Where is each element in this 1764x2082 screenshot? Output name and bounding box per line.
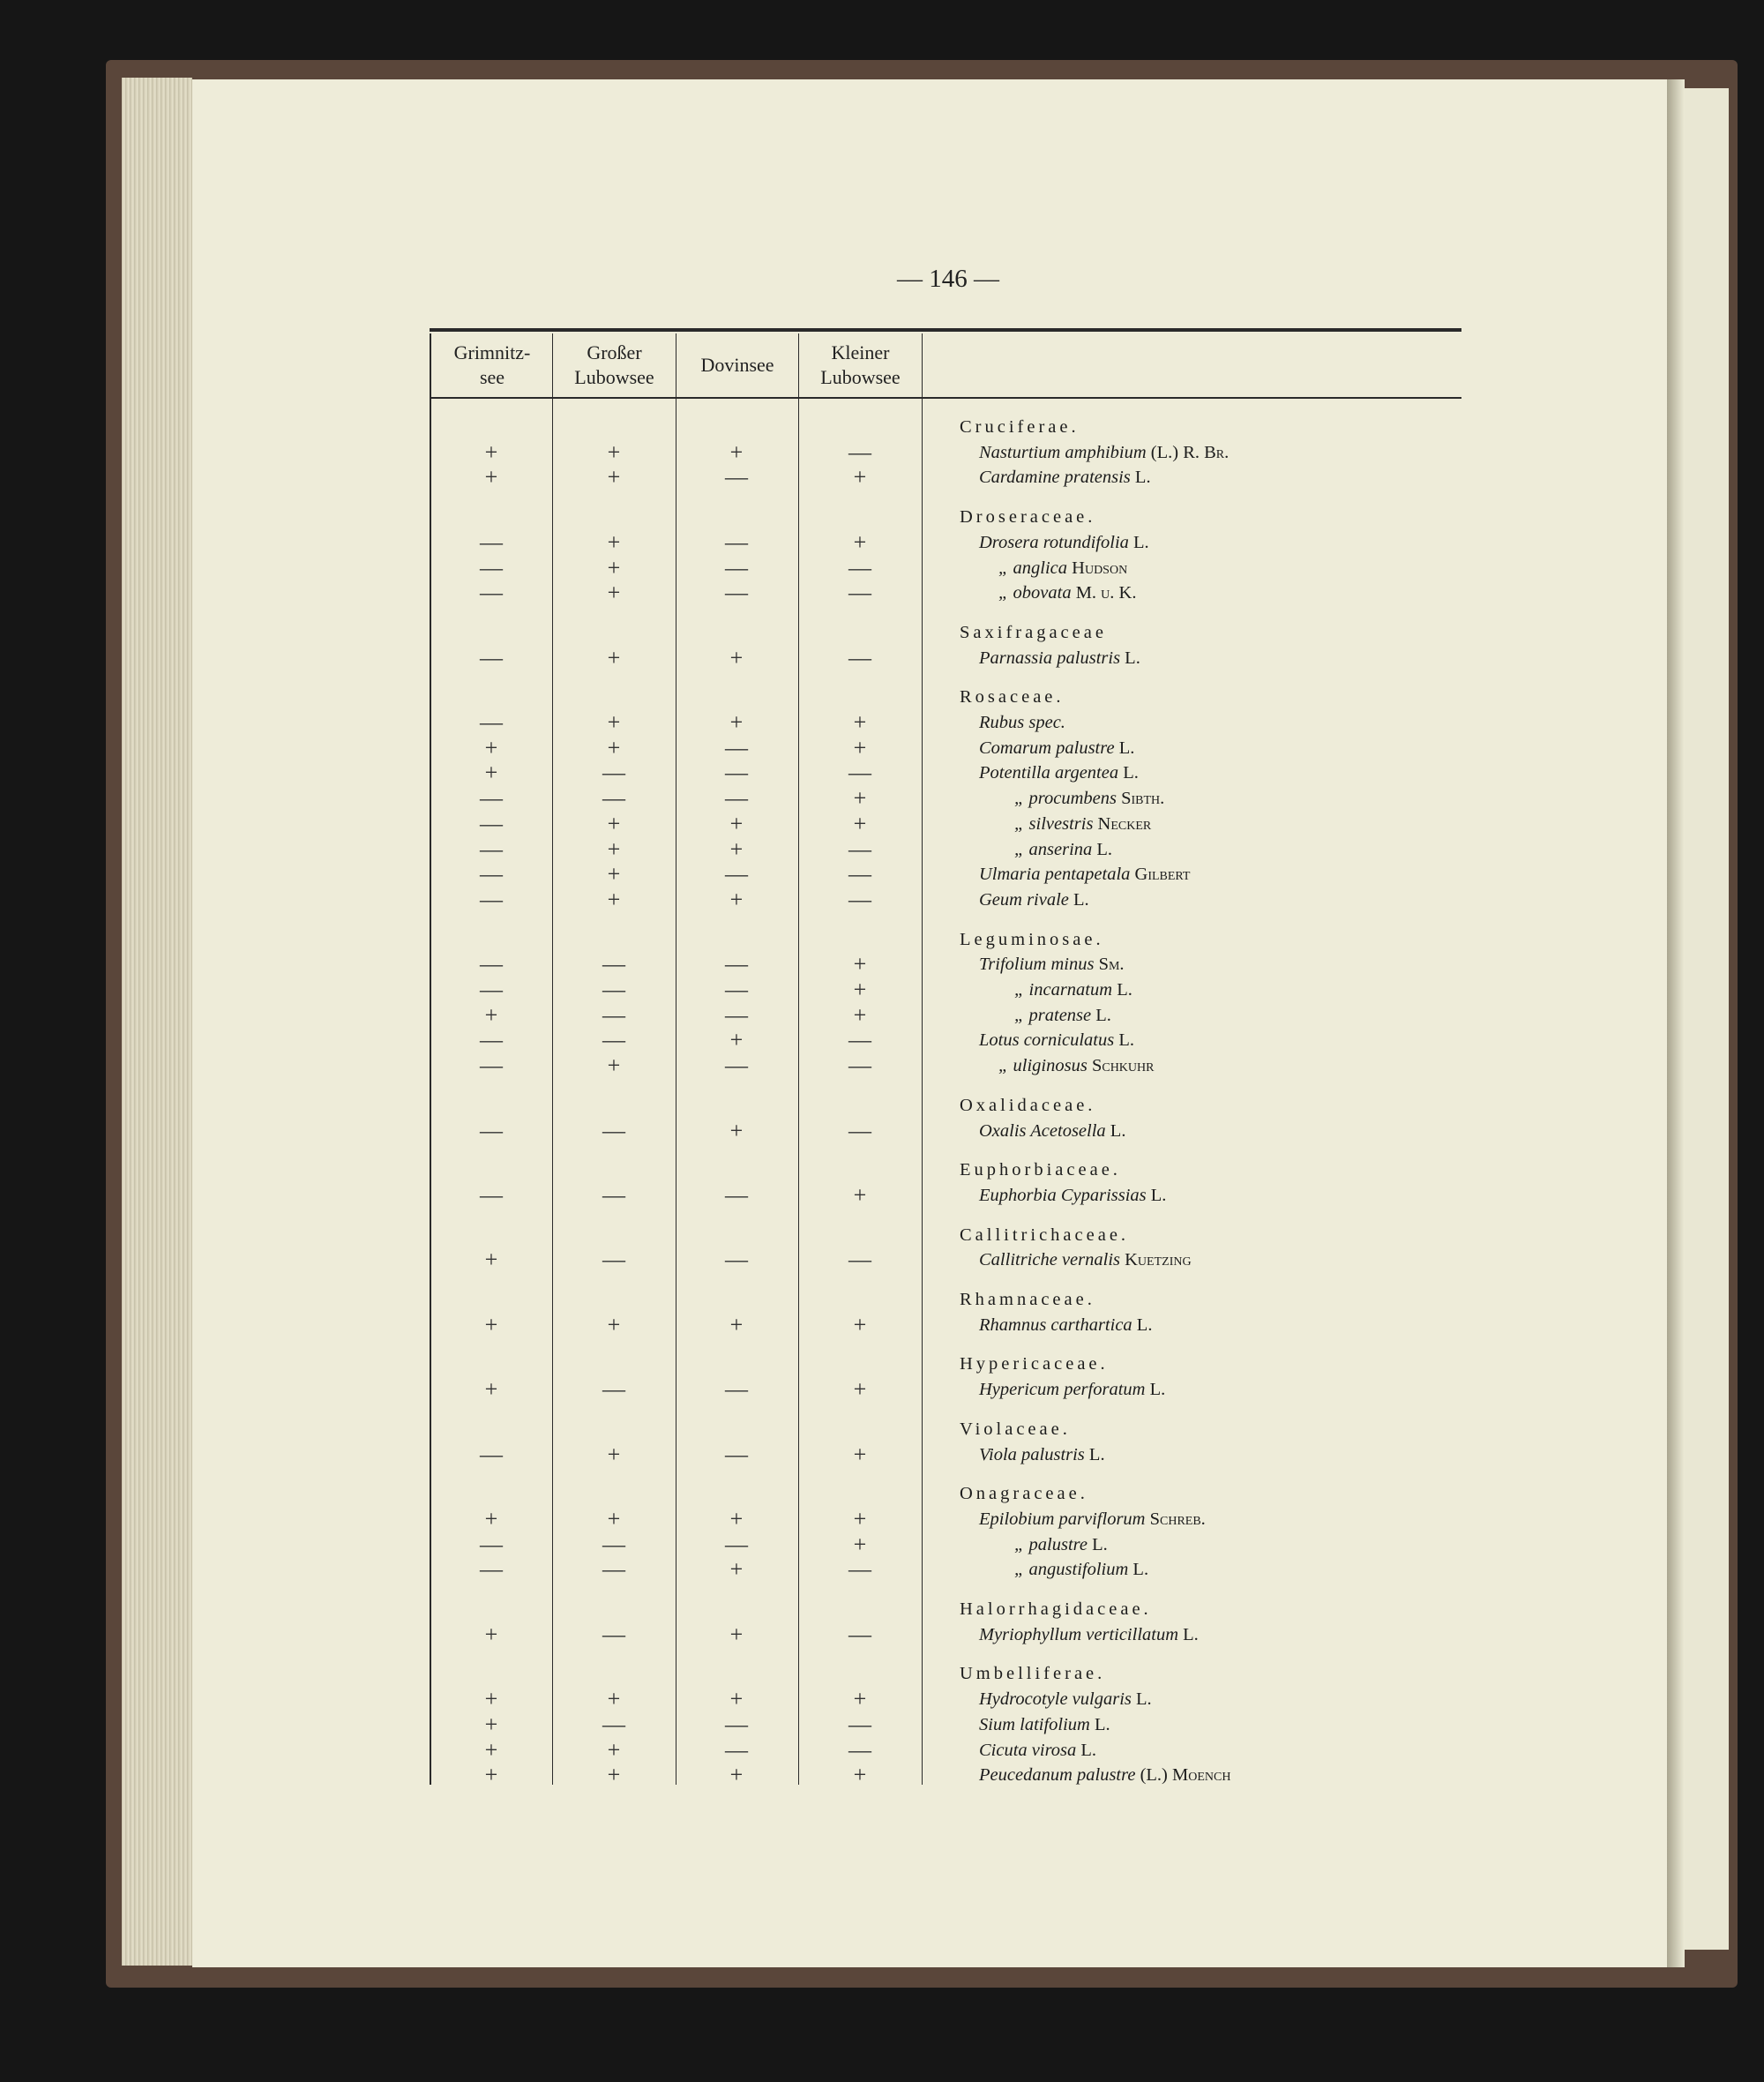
presence-mark: + — [853, 1181, 867, 1208]
species-name: Cardamine pratensis — [979, 468, 1131, 488]
presence-mark: + — [729, 835, 744, 862]
absence-mark: — — [480, 528, 503, 555]
column-header-grimnitzsee — [432, 341, 552, 390]
presence-mark: + — [729, 1621, 744, 1647]
species-entry — [979, 1247, 1192, 1272]
species-author: L. — [1117, 980, 1132, 1000]
column-divider-4 — [922, 333, 923, 1785]
species-entry — [979, 1687, 1152, 1711]
absence-mark: — — [725, 580, 748, 606]
species-name: Hydrocotyle vulgaris — [979, 1689, 1132, 1710]
presence-mark: + — [853, 528, 867, 555]
absence-mark: — — [725, 1247, 748, 1273]
family-heading: Cruciferae. — [960, 417, 1080, 437]
species-name: Sium latifolium — [979, 1714, 1090, 1734]
species-name: Cicuta virosa — [979, 1740, 1077, 1760]
family-heading: Oxalidaceae. — [960, 1095, 1096, 1115]
absence-mark: — — [725, 785, 748, 812]
absence-mark: — — [602, 1556, 625, 1583]
presence-mark: + — [853, 1762, 867, 1788]
species-name: Parnassia palustris — [979, 648, 1121, 668]
family-heading: Rosaceae. — [960, 687, 1065, 708]
absence-mark: — — [602, 1711, 625, 1737]
absence-mark: — — [602, 1247, 625, 1273]
presence-mark: + — [607, 810, 621, 836]
species-entry — [998, 1053, 1154, 1078]
species-author: L. — [1136, 1689, 1152, 1710]
absence-mark: — — [848, 1711, 871, 1737]
species-entry — [979, 1183, 1166, 1208]
absence-mark: — — [848, 1117, 871, 1143]
species-author: L. — [1118, 738, 1135, 758]
species-name: „ anglica — [998, 558, 1068, 578]
species-author: L. — [1132, 1560, 1149, 1580]
presence-mark: + — [853, 1376, 867, 1403]
absence-mark: — — [848, 1247, 871, 1273]
presence-mark: + — [484, 1001, 498, 1028]
absence-mark: — — [602, 951, 625, 977]
absence-mark: — — [725, 977, 748, 1002]
absence-mark: — — [480, 1117, 503, 1143]
family-heading: Euphorbiaceae. — [960, 1160, 1121, 1180]
family-heading: Halorrhagidaceae. — [960, 1599, 1152, 1619]
presence-mark: + — [853, 951, 867, 977]
family-heading: Umbelliferae. — [960, 1664, 1106, 1684]
presence-mark: + — [484, 1311, 498, 1337]
absence-mark: — — [725, 734, 748, 760]
species-entry — [1014, 812, 1151, 836]
absence-mark: — — [480, 554, 503, 580]
absence-mark: — — [725, 528, 748, 555]
species-entry — [998, 556, 1127, 580]
presence-mark: + — [607, 580, 621, 606]
species-entry — [979, 1507, 1206, 1532]
species-name: „ palustre — [1014, 1534, 1088, 1554]
absence-mark: — — [725, 1711, 748, 1737]
absence-mark: — — [602, 760, 625, 786]
species-entry — [979, 1119, 1125, 1143]
species-name: Comarum palustre — [979, 738, 1115, 758]
absence-mark: — — [602, 1621, 625, 1647]
presence-mark: + — [853, 1505, 867, 1532]
species-name: Oxalis Acetosella — [979, 1120, 1106, 1141]
species-entry — [979, 1442, 1105, 1467]
presence-mark: + — [484, 1505, 498, 1532]
column-header-kleiner-lubowsee — [799, 341, 922, 390]
species-name: Callitriche vernalis — [979, 1250, 1120, 1270]
species-name: „ procumbens — [1014, 789, 1117, 809]
family-heading: Rhamnaceae. — [960, 1290, 1095, 1309]
presence-mark: + — [607, 835, 621, 862]
species-author: Schreb. — [1149, 1509, 1206, 1529]
absence-mark: — — [480, 1181, 503, 1208]
species-name: Geum rivale — [979, 889, 1069, 910]
species-name: „ incarnatum — [1014, 980, 1113, 1000]
species-author: Gilbert — [1134, 865, 1191, 885]
presence-mark: + — [484, 1621, 498, 1647]
absence-mark: — — [480, 1556, 503, 1583]
column-header-line: Lubowsee — [820, 366, 901, 388]
presence-mark: + — [484, 464, 498, 491]
presence-mark: + — [729, 709, 744, 735]
presence-mark: + — [484, 734, 498, 760]
species-name: „ angustifolium — [1014, 1560, 1129, 1580]
absence-mark: — — [725, 951, 748, 977]
book-page — [192, 79, 1667, 1967]
presence-mark: + — [607, 1505, 621, 1532]
absence-mark: — — [480, 709, 503, 735]
species-entry — [979, 1763, 1230, 1787]
absence-mark: — — [848, 1621, 871, 1647]
species-entry — [998, 580, 1136, 605]
presence-mark: + — [853, 464, 867, 491]
species-author: L. — [1088, 1444, 1105, 1464]
absence-mark: — — [480, 1441, 503, 1467]
column-header-line: see — [479, 366, 505, 388]
absence-mark: — — [725, 861, 748, 887]
presence-mark: + — [853, 709, 867, 735]
absence-mark: — — [848, 861, 871, 887]
species-author: L. — [1134, 468, 1151, 488]
absence-mark: — — [848, 1736, 871, 1763]
absence-mark: — — [848, 554, 871, 580]
absence-mark: — — [848, 886, 871, 912]
species-entry — [979, 440, 1229, 465]
column-header-line: Dovinsee — [700, 354, 774, 376]
species-author: L. — [1149, 1380, 1166, 1400]
presence-mark: + — [853, 977, 867, 1002]
species-author: L. — [1133, 532, 1149, 552]
presence-mark: + — [853, 1001, 867, 1028]
absence-mark: — — [602, 977, 625, 1002]
presence-mark: + — [484, 1736, 498, 1763]
species-author: L. — [1092, 1534, 1108, 1554]
presence-mark: + — [607, 886, 621, 912]
absence-mark: — — [602, 1001, 625, 1028]
species-author: L. — [1123, 763, 1139, 783]
presence-mark: + — [607, 1052, 621, 1079]
absence-mark: — — [480, 1052, 503, 1079]
species-entry — [1014, 977, 1132, 1002]
species-name: Euphorbia Cyparissias — [979, 1185, 1147, 1205]
species-name: Peucedanum palustre — [979, 1765, 1136, 1786]
presence-mark: + — [607, 644, 621, 670]
absence-mark: — — [602, 1117, 625, 1143]
species-author: Sm. — [1098, 955, 1125, 975]
presence-mark: + — [853, 1531, 867, 1557]
absence-mark: — — [725, 1441, 748, 1467]
family-heading: Onagraceae. — [960, 1484, 1088, 1504]
species-name: „ anserina — [1014, 839, 1093, 859]
column-header-dovinsee — [676, 353, 798, 378]
presence-mark: + — [607, 709, 621, 735]
species-author: L. — [1080, 1740, 1097, 1760]
column-divider-1 — [552, 333, 553, 1785]
table-top-rule — [430, 328, 1461, 332]
absence-mark: — — [480, 1531, 503, 1557]
presence-mark: + — [484, 1686, 498, 1712]
species-entry — [979, 760, 1139, 785]
column-divider-left — [430, 333, 431, 1785]
absence-mark: — — [725, 464, 748, 491]
absence-mark: — — [725, 1052, 748, 1079]
absence-mark: — — [480, 1027, 503, 1053]
species-name: Rubus spec. — [979, 713, 1065, 732]
species-entry — [1014, 1003, 1111, 1028]
presence-mark: + — [607, 464, 621, 491]
presence-mark: + — [484, 438, 498, 465]
absence-mark: — — [480, 644, 503, 670]
species-name: Myriophyllum verticillatum — [979, 1624, 1179, 1644]
column-header-line: Grimnitz- — [453, 341, 531, 363]
family-heading: Droseraceae. — [960, 507, 1096, 528]
species-entry — [979, 1377, 1165, 1402]
book-gutter — [1667, 79, 1685, 1967]
presence-mark: + — [853, 1441, 867, 1467]
species-author: L. — [1183, 1624, 1199, 1644]
species-author: L. — [1073, 889, 1089, 910]
species-author: L. — [1096, 839, 1113, 859]
absence-mark: — — [848, 1052, 871, 1079]
presence-mark: + — [853, 734, 867, 760]
species-author: (L.) Moench — [1140, 1765, 1231, 1786]
absence-mark: — — [725, 1001, 748, 1028]
species-name: Hypericum perforatum — [979, 1380, 1146, 1400]
species-entry — [979, 887, 1089, 912]
family-heading: Saxifragaceae — [960, 622, 1107, 642]
species-entry — [1014, 786, 1164, 811]
family-heading: Hypericaceae. — [960, 1354, 1109, 1374]
species-name: Viola palustris — [979, 1444, 1085, 1464]
presence-mark: + — [484, 1762, 498, 1788]
absence-mark: — — [480, 810, 503, 836]
absence-mark: — — [848, 1556, 871, 1583]
column-header-line: Kleiner — [831, 341, 890, 363]
presence-mark: + — [607, 1686, 621, 1712]
family-heading: Violaceae. — [960, 1419, 1071, 1439]
species-entry — [979, 1028, 1134, 1052]
species-name: Ulmaria pentapetala — [979, 865, 1131, 885]
absence-mark: — — [848, 760, 871, 786]
presence-mark: + — [607, 438, 621, 465]
absence-mark: — — [725, 1531, 748, 1557]
presence-mark: + — [729, 644, 744, 670]
presence-mark: + — [729, 1027, 744, 1053]
absence-mark: — — [848, 580, 871, 606]
species-author: Kuetzing — [1125, 1250, 1192, 1270]
column-header-grosser-lubowsee — [553, 341, 676, 390]
absence-mark: — — [725, 760, 748, 786]
absence-mark: — — [602, 1027, 625, 1053]
presence-mark: + — [853, 1311, 867, 1337]
presence-mark: + — [729, 810, 744, 836]
presence-mark: + — [607, 1311, 621, 1337]
species-author: M. u. K. — [1075, 583, 1137, 603]
presence-mark: + — [853, 785, 867, 812]
family-heading: Leguminosae. — [960, 929, 1104, 949]
absence-mark: — — [480, 785, 503, 812]
species-name: „ uliginosus — [998, 1056, 1088, 1076]
absence-mark: — — [725, 1181, 748, 1208]
species-name: Nasturtium amphibium — [979, 442, 1147, 462]
absence-mark: — — [480, 580, 503, 606]
presence-mark: + — [607, 554, 621, 580]
species-entry — [979, 1712, 1110, 1737]
absence-mark: — — [480, 951, 503, 977]
presence-mark: + — [729, 1117, 744, 1143]
page-number: — 146 — — [897, 265, 999, 293]
absence-mark: — — [480, 977, 503, 1002]
species-entry — [979, 710, 1065, 735]
column-header-line: Lubowsee — [574, 366, 654, 388]
species-entry — [979, 646, 1140, 670]
species-name: Drosera rotundifolia — [979, 532, 1129, 552]
column-divider-3 — [798, 333, 799, 1785]
species-name: Lotus corniculatus — [979, 1030, 1115, 1051]
presence-mark: + — [729, 1686, 744, 1712]
presence-mark: + — [607, 861, 621, 887]
absence-mark: — — [725, 554, 748, 580]
species-name: „ obovata — [998, 583, 1072, 603]
absence-mark: — — [602, 1181, 625, 1208]
absence-mark: — — [602, 1531, 625, 1557]
species-entry — [979, 736, 1134, 760]
species-entry — [1014, 837, 1112, 862]
species-name: Potentilla argentea — [979, 763, 1119, 783]
absence-mark: — — [480, 861, 503, 887]
species-name: Epilobium parviflorum — [979, 1509, 1146, 1529]
species-author: Schkuhr — [1091, 1056, 1155, 1076]
page-stack — [122, 78, 192, 1966]
species-author: L. — [1125, 648, 1140, 668]
presence-mark: + — [484, 760, 498, 786]
presence-mark: + — [729, 1311, 744, 1337]
species-entry — [979, 530, 1149, 555]
column-header-line: Großer — [587, 341, 642, 363]
species-author: L. — [1118, 1030, 1134, 1051]
presence-mark: + — [484, 1711, 498, 1737]
species-entry — [979, 1622, 1199, 1647]
absence-mark: — — [602, 785, 625, 812]
facing-page-edge — [1685, 88, 1729, 1950]
presence-mark: + — [607, 1736, 621, 1763]
absence-mark: — — [602, 1376, 625, 1403]
species-author: L. — [1110, 1120, 1126, 1141]
species-name: Rhamnus carthartica — [979, 1314, 1132, 1335]
presence-mark: + — [607, 734, 621, 760]
presence-mark: + — [607, 1441, 621, 1467]
species-author: (L.) R. Br. — [1150, 442, 1230, 462]
presence-mark: + — [729, 1762, 744, 1788]
species-author: Necker — [1097, 813, 1152, 834]
absence-mark: — — [480, 835, 503, 862]
presence-mark: + — [729, 1556, 744, 1583]
absence-mark: — — [848, 1027, 871, 1053]
species-entry — [979, 1738, 1096, 1763]
family-heading: Callitrichaceae. — [960, 1224, 1130, 1245]
species-name: „ silvestris — [1014, 813, 1094, 834]
presence-mark: + — [729, 1505, 744, 1532]
species-author: Sibth. — [1121, 789, 1165, 809]
species-author: L. — [1150, 1185, 1167, 1205]
species-entry — [979, 952, 1125, 977]
species-entry — [979, 1313, 1152, 1337]
species-entry — [1014, 1557, 1148, 1582]
absence-mark: — — [848, 644, 871, 670]
species-author: L. — [1094, 1714, 1110, 1734]
species-name: „ pratense — [1014, 1005, 1092, 1025]
absence-mark: — — [848, 835, 871, 862]
presence-mark: + — [484, 1376, 498, 1403]
species-author: L. — [1136, 1314, 1153, 1335]
table-header-rule — [430, 397, 1461, 399]
absence-mark: — — [480, 886, 503, 912]
species-entry — [979, 862, 1190, 887]
presence-mark: + — [607, 528, 621, 555]
presence-mark: + — [607, 1762, 621, 1788]
presence-mark: + — [853, 1686, 867, 1712]
species-author: L. — [1095, 1005, 1111, 1025]
presence-mark: + — [484, 1247, 498, 1273]
presence-mark: + — [729, 438, 744, 465]
presence-mark: + — [853, 810, 867, 836]
absence-mark: — — [725, 1736, 748, 1763]
species-entry — [1014, 1532, 1108, 1557]
species-name: Trifolium minus — [979, 955, 1095, 975]
presence-mark: + — [729, 886, 744, 912]
absence-mark: — — [725, 1376, 748, 1403]
species-entry — [979, 465, 1151, 490]
species-author: Hudson — [1072, 558, 1128, 578]
absence-mark: — — [848, 438, 871, 465]
